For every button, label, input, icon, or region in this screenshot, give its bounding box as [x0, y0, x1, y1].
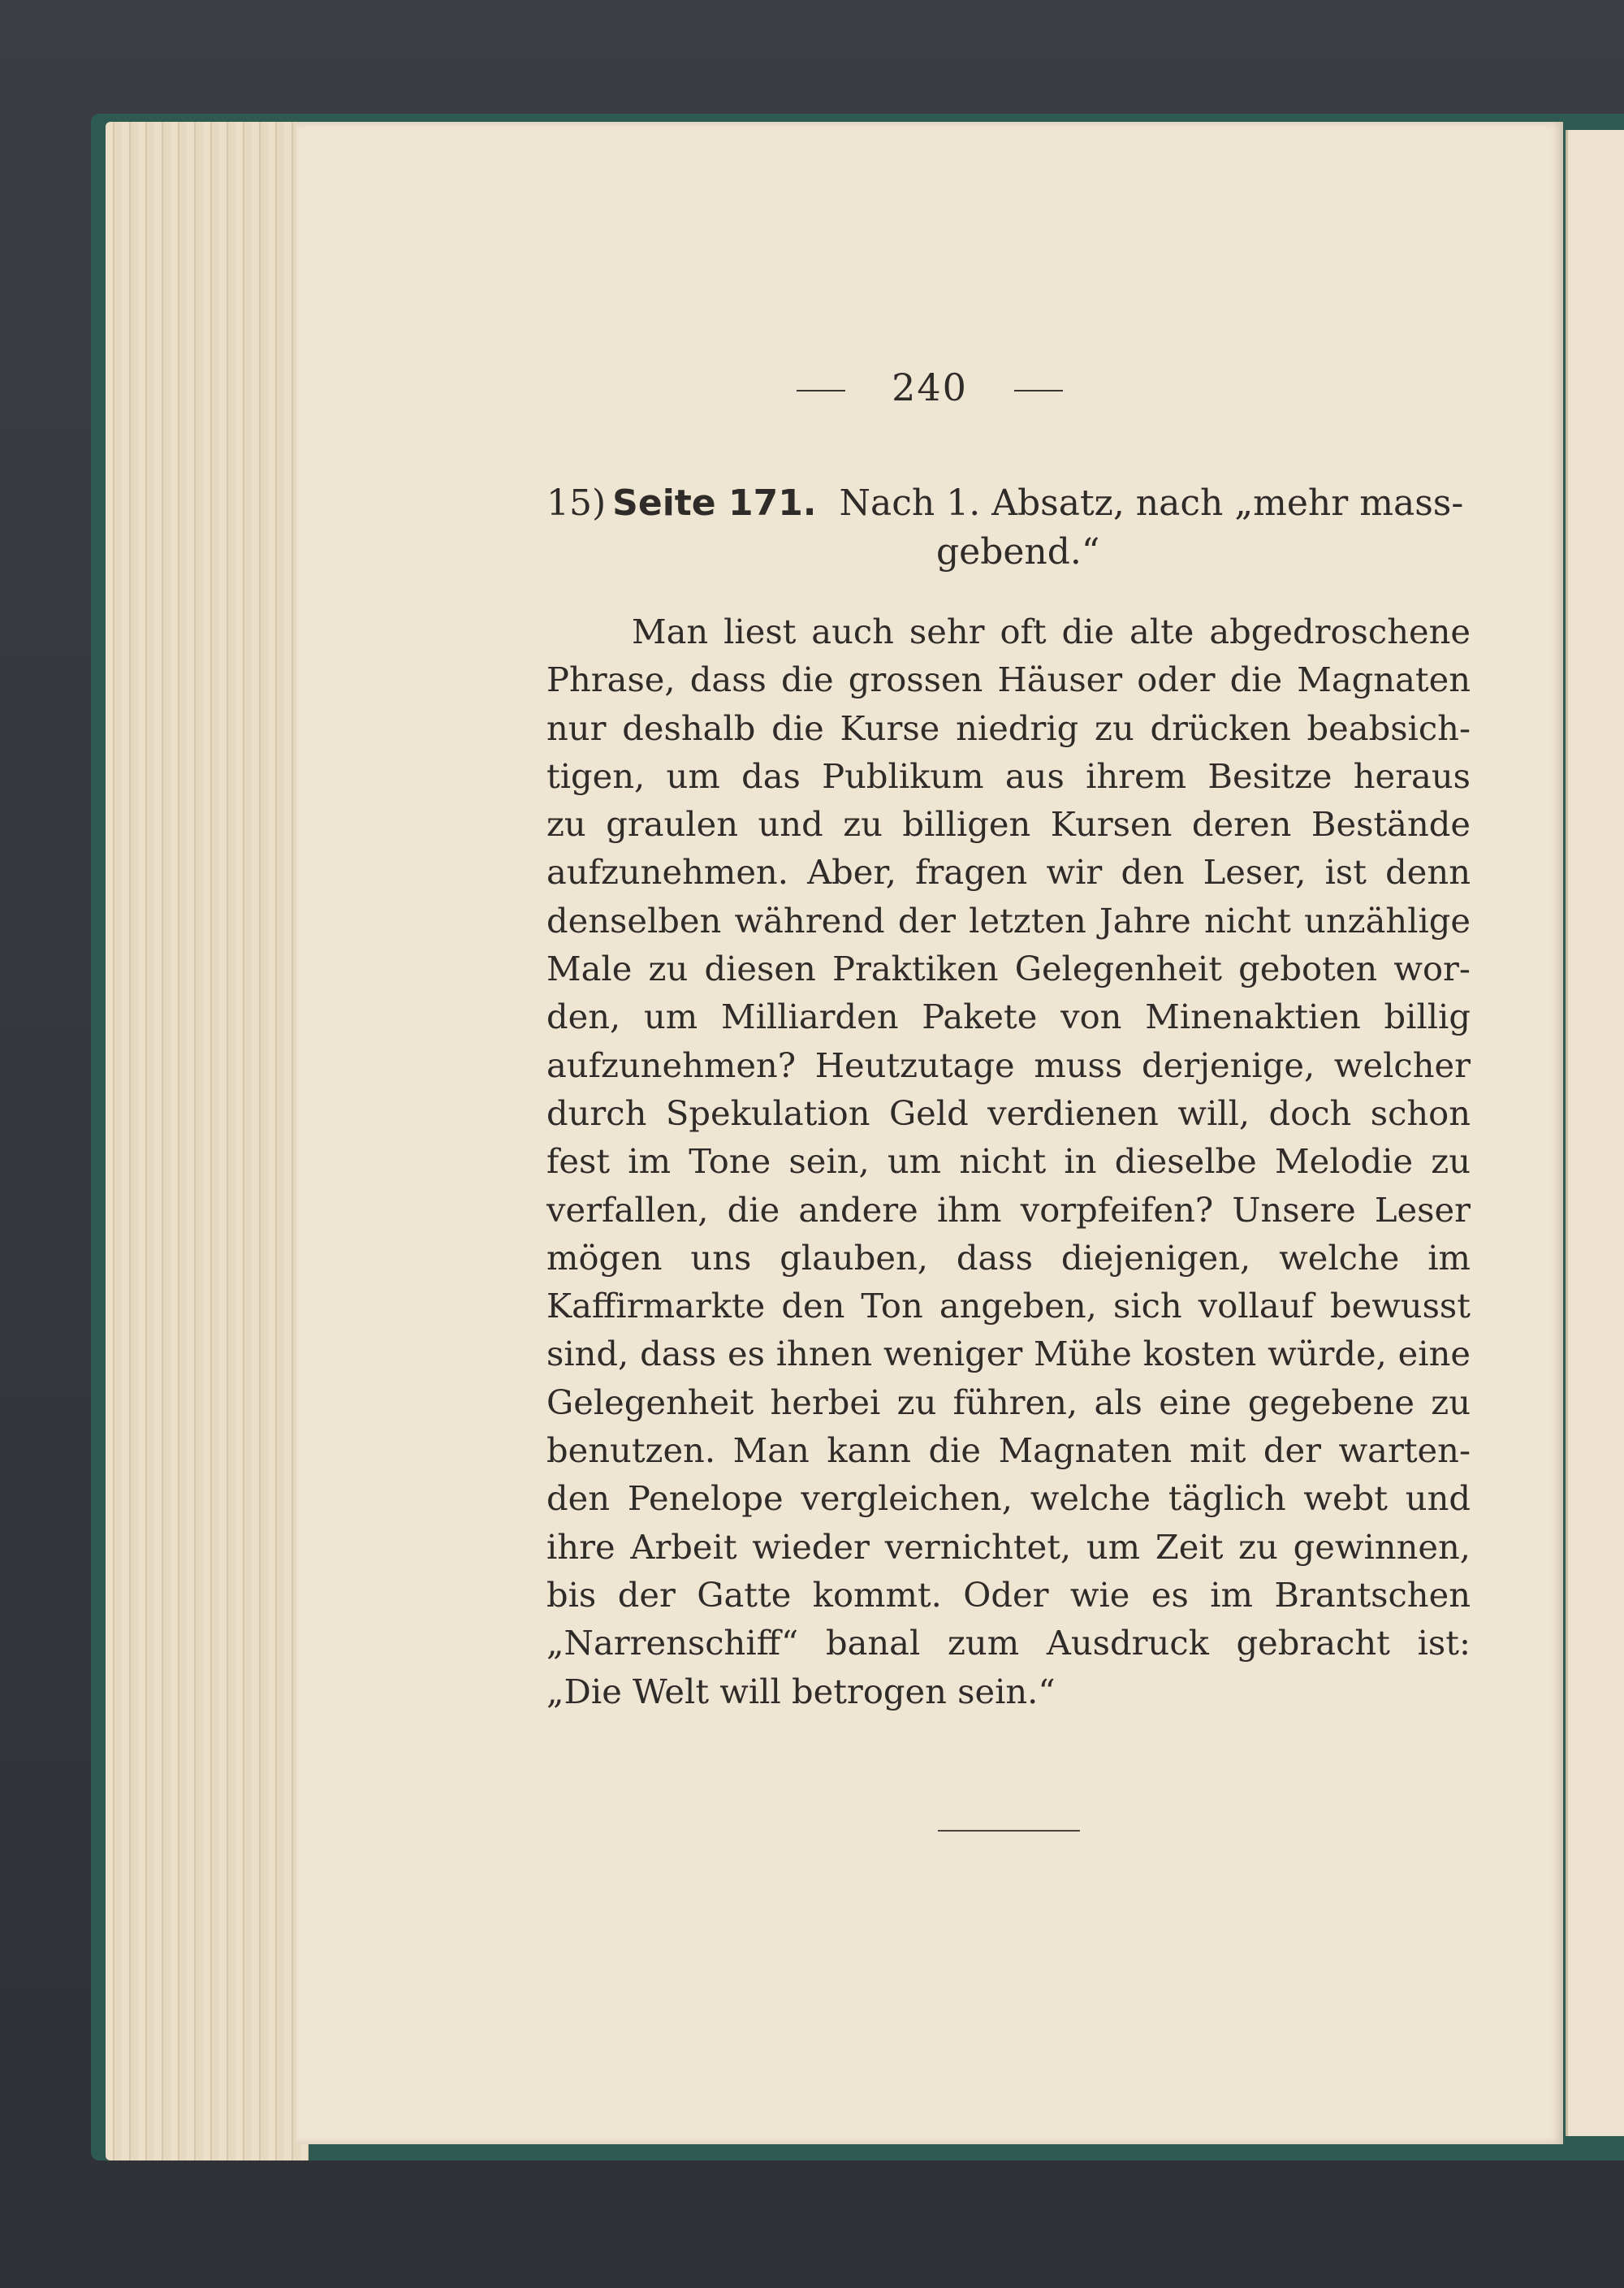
text-line: Man liest auch sehr oft die alte abgedroschene [632, 612, 1471, 651]
page-header [296, 365, 1563, 409]
text-line: sind, dass es ihnen weniger Mühe kosten würde, eine [546, 1334, 1471, 1374]
text-line: Male zu diesen Praktiken Gelegenheit geboten wor- [546, 949, 1471, 989]
text-line: den, um Milliarden Pakete von Minenaktien billig [546, 997, 1471, 1037]
text-line: Phrase, dass die grossen Häuser oder die Magnaten [546, 660, 1471, 700]
text-line: denselben während der letzten Jahre nicht unzählige [546, 900, 1471, 941]
text-line: aufzunehmen. Aber, fragen wir den Leser, ist denn [546, 852, 1471, 893]
header-dash-right [1014, 390, 1063, 391]
header-dash-left [797, 390, 845, 391]
text-line-last: „Die Welt will betrogen sein.“ [546, 1671, 1056, 1711]
text-line: durch Spekulation Geld verdienen will, doch schon [546, 1092, 1471, 1133]
text-line: nur deshalb die Kurse niedrig zu drücken beabsich- [546, 707, 1471, 748]
text-line: tigen, um das Publikum aus ihrem Besitze heraus [546, 755, 1471, 796]
section-end-rule [938, 1830, 1080, 1832]
text-line: zu graulen und zu billigen Kursen deren Bestände [546, 804, 1471, 845]
text-line: fest im Tone sein, um nicht in dieselbe Melodie zu [546, 1141, 1471, 1182]
note-heading-line2: gebend.“ [936, 531, 1100, 573]
text-line: bis der Gatte kommt. Oder wie es im Brantschen [546, 1574, 1471, 1615]
text-line: ihre Arbeit wieder vernichtet, um Zeit zu gewinnen, [546, 1526, 1471, 1567]
text-line: Gelegenheit herbei zu führen, als eine gegebene zu [546, 1382, 1471, 1422]
book-page [296, 122, 1563, 2144]
text-line: benutzen. Man kann die Magnaten mit der warten- [546, 1430, 1471, 1471]
page-stack-edges [106, 122, 309, 2160]
text-line: aufzunehmen? Heutzutage muss derjenige, welcher [546, 1045, 1471, 1085]
page-number: 240 [892, 365, 968, 409]
note-heading-line1: Nach 1. Absatz, nach „mehr mass- [839, 482, 1464, 524]
text-line: mögen uns glauben, dass diejenigen, welche im [546, 1237, 1471, 1278]
text-line: verfallen, die andere ihm vorpfeifen? Unsere Leser [546, 1189, 1471, 1230]
note-heading [546, 479, 1471, 577]
note-number: 15) [546, 482, 607, 524]
text-line: den Penelope vergleichen, welche täglich webt und [546, 1478, 1471, 1519]
note-reference: Seite 171. [612, 482, 817, 524]
text-line: Kaffirmarkte den Ton angeben, sich vollauf bewusst [546, 1286, 1471, 1326]
text-line: „Narrenschiff“ banal zum Ausdruck gebracht ist: [546, 1623, 1471, 1663]
body-paragraph [546, 608, 1471, 1715]
facing-page-edge [1566, 130, 1624, 2136]
